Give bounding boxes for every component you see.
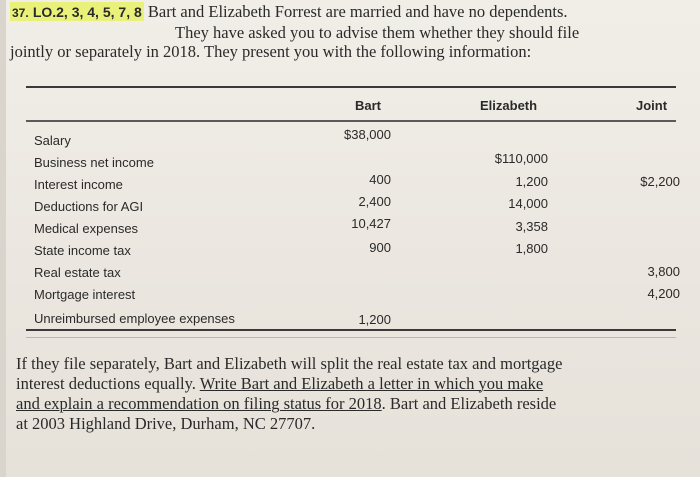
page-margin — [0, 0, 6, 477]
cell-joint-interest-income: $2,200 — [640, 174, 680, 189]
cell-elizabeth-business-net-income: $110,000 — [494, 151, 548, 166]
outro-line-1: If they file separately, Bart and Elizabeth will split the real estate tax and mortgage — [16, 354, 563, 373]
row-label-unreimbursed-employee-expenses: Unreimbursed employee expenses — [34, 311, 235, 326]
table-top-rule — [26, 86, 676, 88]
cell-joint-real-estate-tax: 3,800 — [647, 264, 680, 279]
outro-line-3-underlined: and explain a recommendation on filing status for 2018 — [16, 394, 382, 413]
cell-bart-unreimbursed-employee-expenses: 1,200 — [358, 312, 391, 327]
intro-line-1 — [10, 2, 698, 23]
row-label-salary: Salary — [34, 133, 71, 148]
outro-line-4: at 2003 Highland Drive, Durham, NC 27707. — [16, 414, 316, 433]
outro-line-2 — [16, 374, 700, 394]
cell-bart-medical-expenses: 10,427 — [351, 216, 391, 231]
table-bottom-rule-secondary — [26, 337, 676, 338]
learning-objectives: LO.2, 3, 4, 5, 7, 8 — [32, 4, 142, 20]
cell-elizabeth-deductions-for-agi: 14,000 — [508, 196, 548, 211]
row-label-business-net-income: Business net income — [34, 155, 154, 170]
problem-header-highlight — [10, 2, 144, 21]
problem-intro — [10, 2, 698, 61]
column-header-joint: Joint — [636, 98, 668, 113]
row-label-interest-income: Interest income — [34, 177, 123, 192]
intro-line-2: They have asked you to advise them whether they should file — [175, 23, 580, 42]
cell-elizabeth-interest-income: 1,200 — [515, 174, 548, 189]
cell-bart-state-income-tax: 900 — [369, 240, 391, 255]
outro-line-3-text: . Bart and Elizabeth reside — [381, 394, 557, 413]
table-header-rule — [26, 120, 676, 122]
outro-line-3 — [16, 394, 700, 414]
cell-bart-salary: $38,000 — [344, 127, 391, 142]
intro-text-1: Bart and Elizabeth Forrest are married and have no dependents. — [147, 2, 568, 21]
cell-bart-deductions-for-agi: 2,400 — [358, 194, 391, 209]
intro-line-3: jointly or separately in 2018. They present you with the following information: — [10, 42, 532, 61]
row-label-real-estate-tax: Real estate tax — [34, 265, 121, 280]
row-label-mortgage-interest: Mortgage interest — [34, 287, 136, 302]
column-header-elizabeth: Elizabeth — [480, 98, 538, 113]
outro-line-2-underlined: Write Bart and Elizabeth a letter in which you make — [199, 374, 544, 393]
problem-instructions — [16, 354, 700, 434]
row-label-deductions-for-agi: Deductions for AGI — [34, 199, 144, 214]
cell-elizabeth-medical-expenses: 3,358 — [515, 219, 548, 234]
table-bottom-rule — [26, 329, 676, 331]
cell-bart-interest-income: 400 — [369, 172, 391, 187]
cell-joint-mortgage-interest: 4,200 — [647, 286, 680, 301]
row-label-medical-expenses: Medical expenses — [34, 221, 139, 236]
cell-elizabeth-state-income-tax: 1,800 — [515, 241, 548, 256]
column-header-bart: Bart — [355, 98, 382, 113]
outro-line-2-text: interest deductions equally. — [16, 374, 196, 393]
problem-number: 37. — [12, 6, 29, 20]
row-label-state-income-tax: State income tax — [34, 243, 131, 258]
